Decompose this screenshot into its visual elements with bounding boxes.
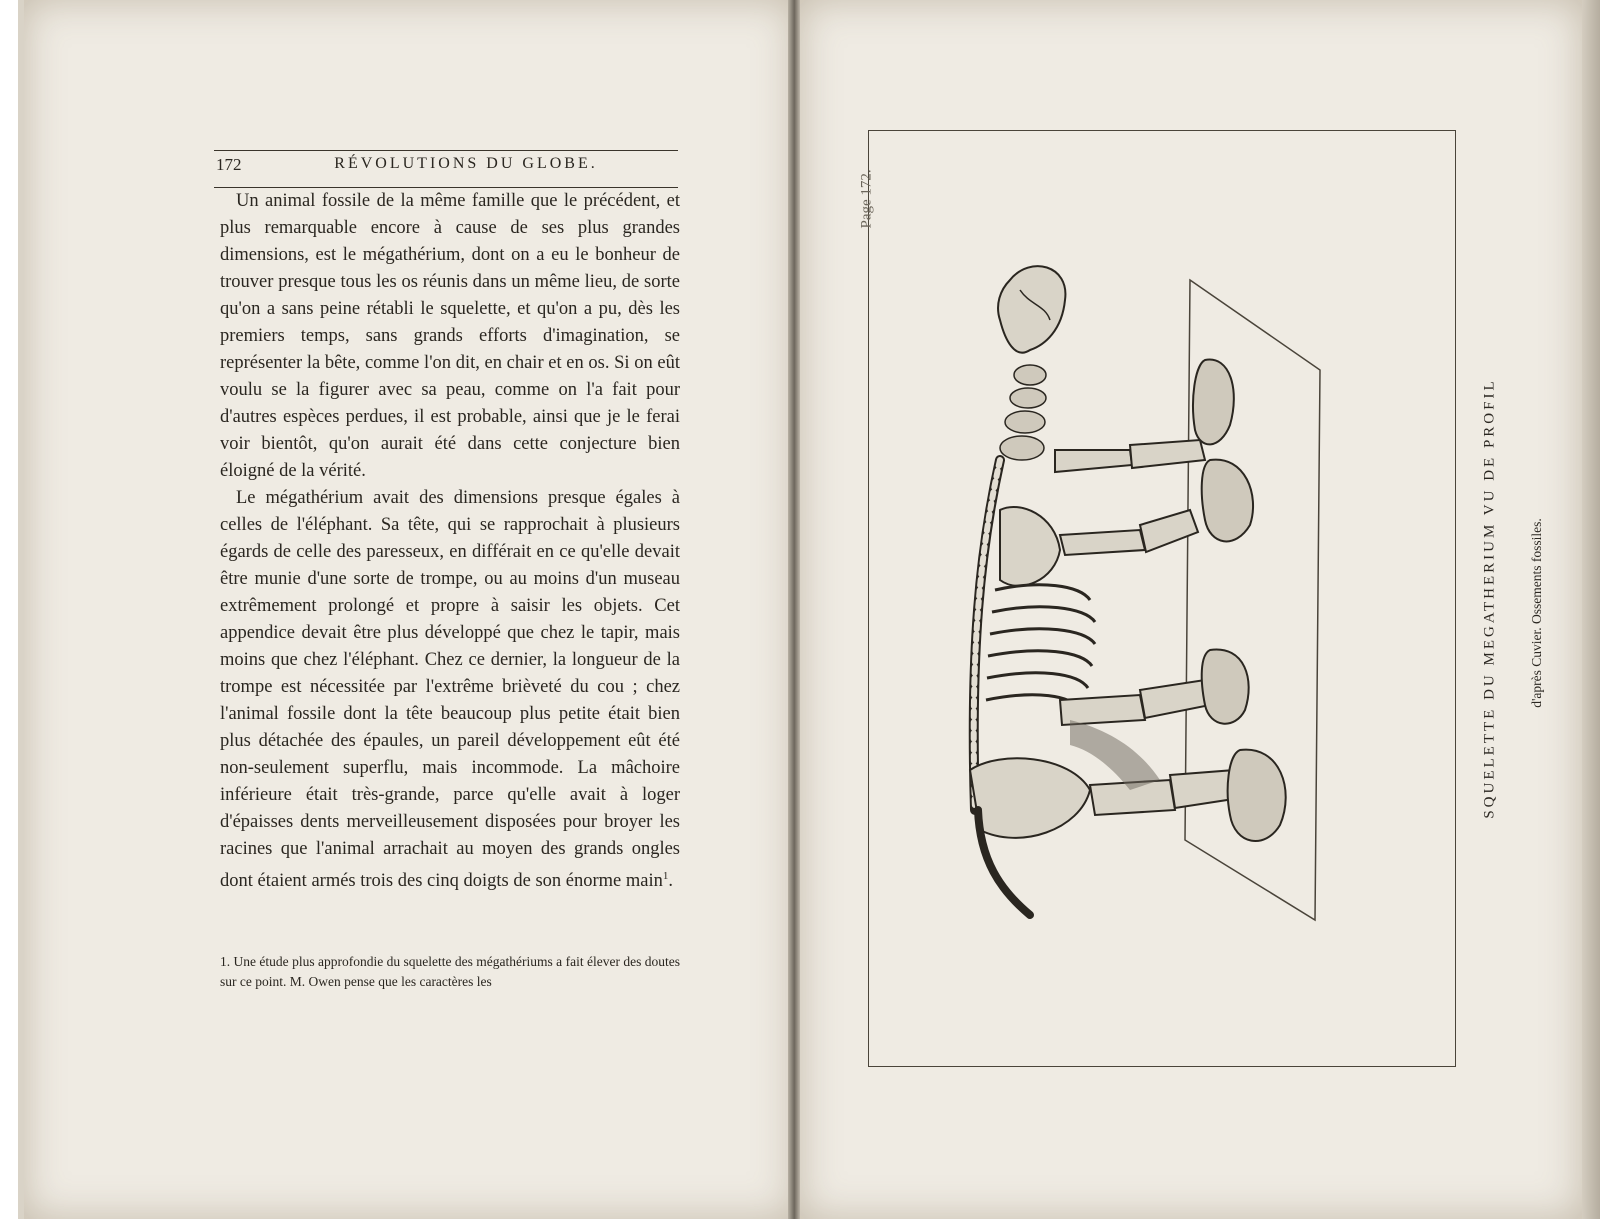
plate-page-reference-text: Page 172. (858, 169, 875, 229)
paragraph-2-text: Le mégathérium avait des dimensions presque égales à celles de l'éléphant. Sa tête, qui se rapprochait à plusieurs égards de celle des paresseux, en différait en ce qu'elle devait être munie d'une sorte de trompe, ou au moins d'un museau extrêmement prolongé et propre à saisir les objets. Cet appendice devait être plus développé que chez le tapir, mais moins que chez l'éléphant. Chez ce dernier, la longueur de la trompe est nécessitée par l'extrême brièveté du cou ; chez l'animal fossile dont la tête beaucoup plus petite était bien plus détachée des épaules, un pareil développement eût été non-seulement superflu, mais incommode. La mâchoire inférieure était très-grande, parce qu'elle avait à loger d'épaisses dents merveilleusement disposées pour broyer les racines que l'animal arrachait au moyen des grands ongles dont étaient armés trois des cinq doigts de son énorme main (220, 488, 680, 892)
footnote: 1. Une étude plus approfondie du squelette des mégathériums a fait élever des doutes sur ce point. M. Owen pense que les caractères les (220, 954, 680, 989)
body-text (220, 188, 680, 895)
megatherium-skeleton-illustration (960, 250, 1360, 950)
running-header (214, 150, 678, 188)
page-edge (1582, 0, 1600, 1219)
paragraph-2: Le mégathérium avait des dimensions presque égales à celles de l'éléphant. Sa tête, qui se rapprochait à plusieurs égards de celle des paresseux, en différait en ce qu'elle devait être munie d'une sorte de trompe, ou au moins d'un museau extrêmement prolongé et propre à saisir les objets. Cet appendice devait être plus développé que chez le tapir, mais moins que chez l'éléphant. Chez ce dernier, la longueur de la trompe est nécessitée par l'extrême brièveté du cou ; chez l'animal fossile dont la tête beaucoup plus petite était bien plus détachée des épaules, un pareil développement eût été non-seulement superflu, mais incommode. La mâchoire inférieure était très-grande, parce qu'elle avait à loger d'épaisses dents merveilleusement disposées pour broyer les racines que l'animal arrachait au moyen des grands ongles dont étaient armés trois des cinq doigts de son énorme main$^1$. (220, 488, 680, 892)
running-title: RÉVOLUTIONS DU GLOBE. (334, 155, 598, 172)
caption-title: SQUELETTE DU MEGATHERIUM VU DE PROFIL (1481, 378, 1498, 819)
footnote-marker: 1 (662, 870, 669, 882)
page-number: 172 (216, 155, 242, 174)
plate-caption (1460, 350, 1544, 850)
paragraph-1: Un animal fossile de la même famille que le précédent, et plus remarquable encore à cause de ses plus grandes dimensions, est le mégathérium, dont on a eu le bonheur de trouver presque tous les os réunis dans un même lieu, de sorte qu'on a sans peine rétabli le squelette, et qu'on a pu, dès les premiers temps, sans grands efforts d'imagination, se représenter la bête, comme l'on dit, en chair et en os. Si on eût voulu se la figurer avec sa peau, comme on l'a fait pour d'autres espèces perdues, il est probable, ainsi que je le ferai voir bientôt, qu'on aurait été dans cette conjecture bien éloigné de la vérité. (220, 191, 680, 481)
caption-subtitle: d'après Cuvier. Ossements fossiles. (1529, 518, 1544, 708)
plate-page-reference (855, 160, 879, 230)
